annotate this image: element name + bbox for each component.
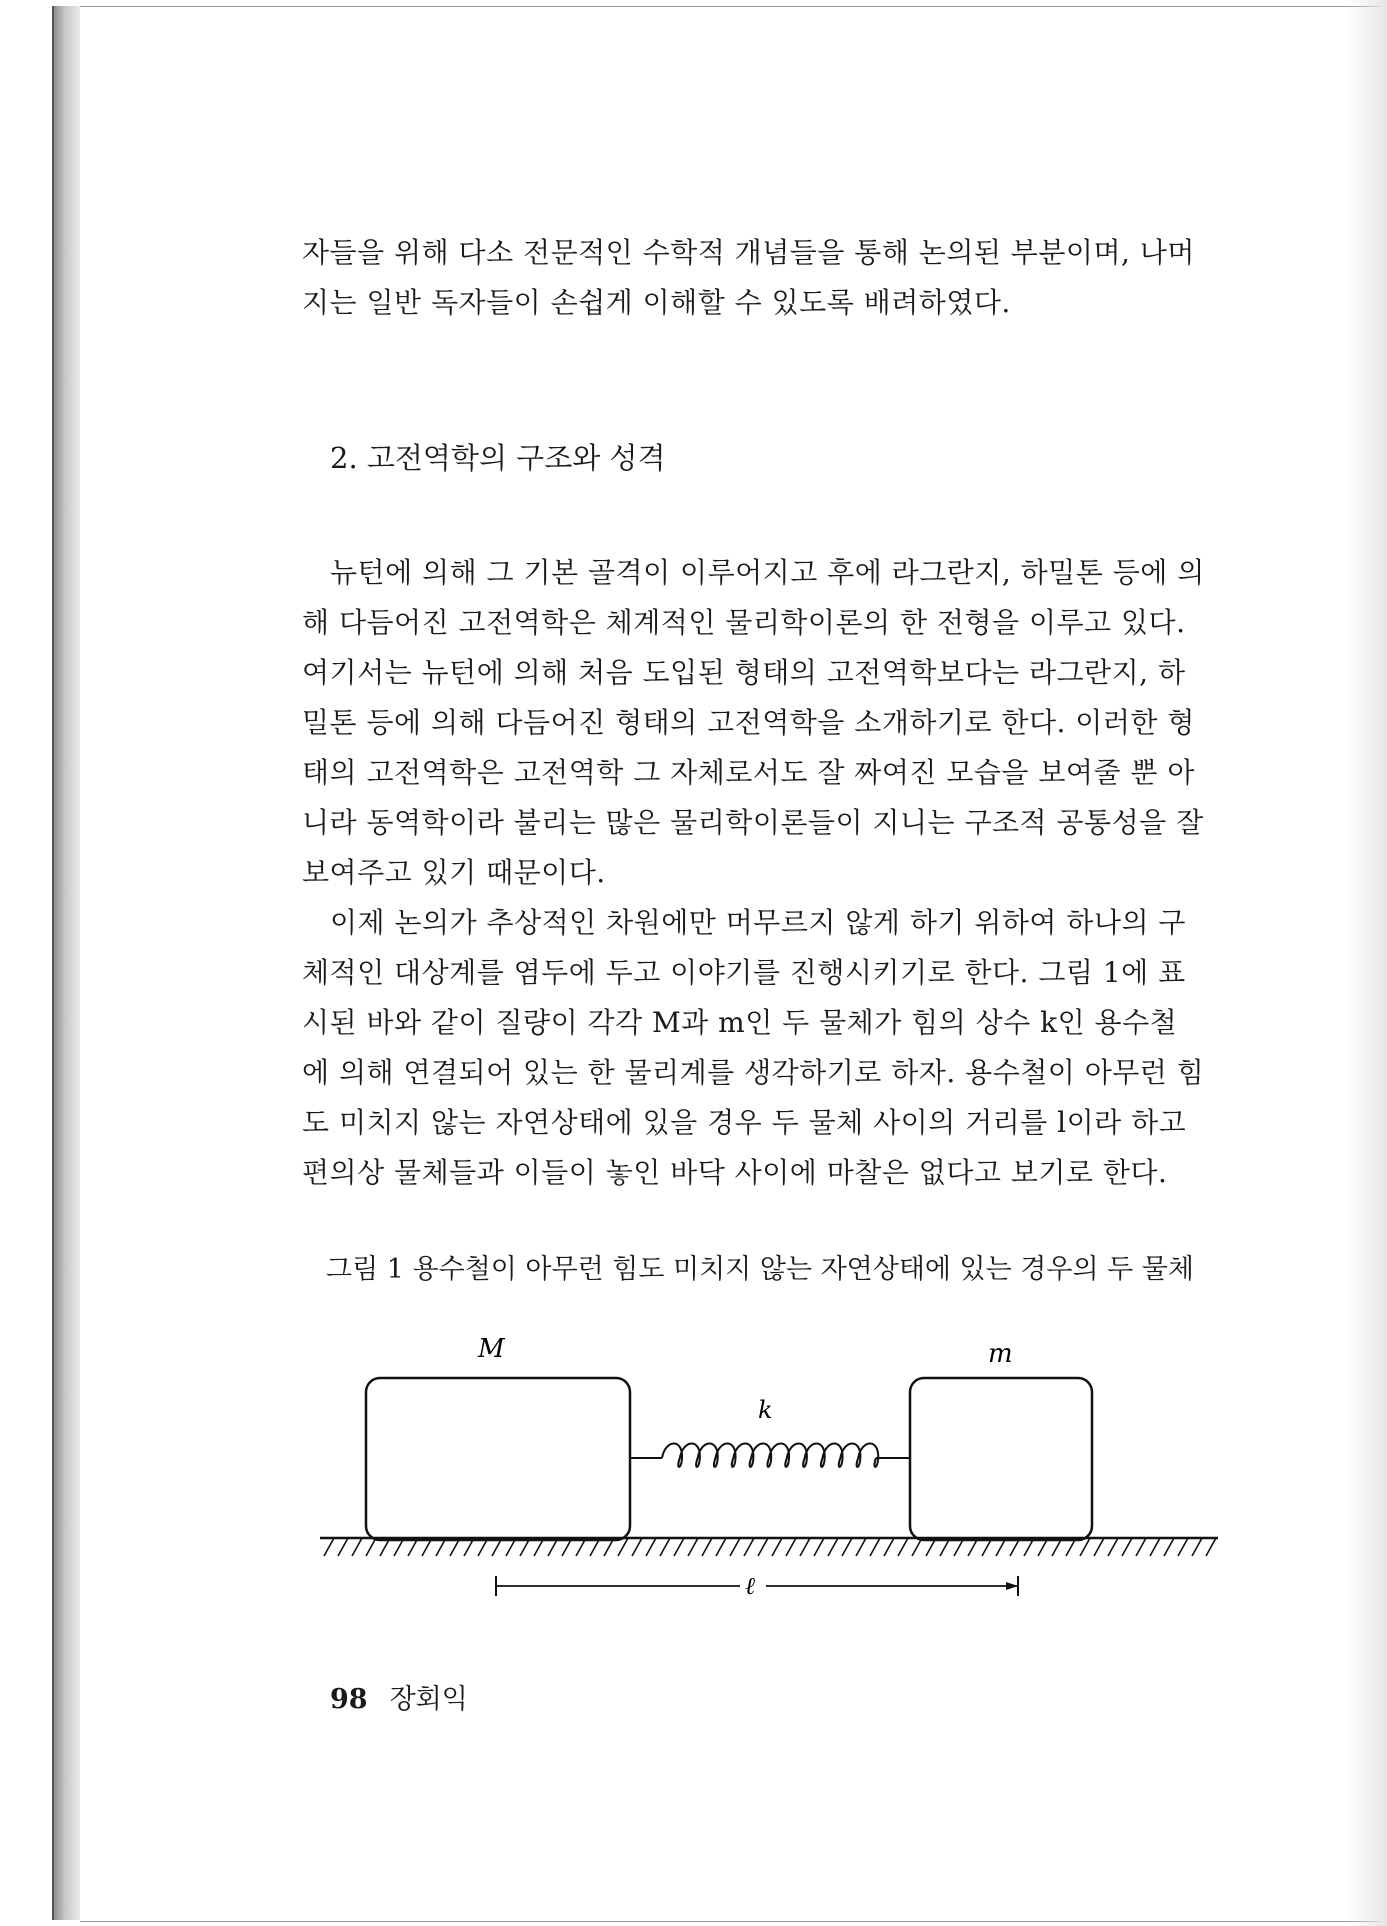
hatch-mark xyxy=(758,1538,768,1556)
author-name: 장회익 xyxy=(389,1684,468,1715)
distance-label: ℓ xyxy=(745,1572,755,1600)
hatch-mark xyxy=(786,1538,796,1556)
page-edge-shadow xyxy=(1347,0,1387,1926)
hatch-mark xyxy=(324,1538,334,1556)
hatch-mark xyxy=(632,1538,642,1556)
distance-arrowhead xyxy=(1006,1582,1018,1590)
hatch-mark xyxy=(744,1538,754,1556)
paragraph-1 xyxy=(302,548,1232,898)
paragraph-line: 밀톤 등에 의해 다듬어진 형태의 고전역학을 소개하기로 한다. 이러한 형 xyxy=(302,706,1195,739)
hatch-mark xyxy=(366,1538,376,1556)
paragraph-line: 도 미치지 않는 자연상태에 있을 경우 두 물체 사이의 거리를 l이라 하고 xyxy=(302,1106,1187,1139)
hatch-mark xyxy=(772,1538,782,1556)
intro-line: 지는 일반 독자들이 손쉽게 이해할 수 있도록 배려하였다. xyxy=(302,286,1011,319)
paragraph-line: 시된 바와 같이 질량이 각각 M과 m인 두 물체가 힘의 상수 k인 용수철 xyxy=(302,1006,1178,1039)
hatch-mark xyxy=(912,1538,922,1556)
paragraph-line: 이제 논의가 추상적인 차원에만 머무르지 않게 하기 위하여 하나의 구 xyxy=(330,906,1186,939)
hatch-mark xyxy=(716,1538,726,1556)
hatch-mark xyxy=(702,1538,712,1556)
paragraph-line: 태의 고전역학은 고전역학 그 자체로서도 잘 짜여진 모습을 보여줄 뿐 아 xyxy=(302,756,1195,789)
page-footer xyxy=(330,1680,468,1720)
figure-caption: 그림 1 용수철이 아무런 힘도 미치지 않는 자연상태에 있는 경우의 두 물체 xyxy=(326,1254,1194,1285)
hatch-mark xyxy=(1178,1538,1188,1556)
hatch-mark xyxy=(660,1538,670,1556)
paragraph-line: 여기서는 뉴턴에 의해 처음 도입된 형태의 고전역학보다는 라그란지, 하 xyxy=(302,656,1186,689)
hatch-mark xyxy=(352,1538,362,1556)
big-mass-block xyxy=(366,1378,630,1540)
paragraph-line: 보여주고 있기 때문이다. xyxy=(302,856,606,889)
intro-line: 자들을 위해 다소 전문적인 수학적 개념들을 통해 논의된 부분이며, 나머 xyxy=(302,236,1195,269)
hatch-mark xyxy=(800,1538,810,1556)
spring-mass-diagram xyxy=(300,1320,1240,1620)
paragraph-line: 해 다듬어진 고전역학은 체계적인 물리학이론의 한 전형을 이루고 있다. xyxy=(302,606,1186,639)
hatch-mark xyxy=(1122,1538,1132,1556)
intro-paragraph xyxy=(302,228,1232,328)
hatch-mark xyxy=(674,1538,684,1556)
small-mass-label: m xyxy=(988,1339,1013,1369)
hatch-mark xyxy=(884,1538,894,1556)
spring-constant-label: k xyxy=(758,1396,773,1424)
spring-mass-figure xyxy=(300,1320,1240,1624)
hatch-mark xyxy=(870,1538,880,1556)
hatch-mark xyxy=(1164,1538,1174,1556)
paragraph-line: 뉴턴에 의해 그 기본 골격이 이루어지고 후에 라그란지, 하밀톤 등에 의 xyxy=(330,556,1205,589)
hatch-mark xyxy=(828,1538,838,1556)
spring-coil xyxy=(662,1443,878,1466)
section-heading: 2. 고전역학의 구조와 성격 xyxy=(330,441,666,475)
book-spine xyxy=(52,6,82,1920)
page-number: 98 xyxy=(330,1684,368,1715)
hatch-mark xyxy=(688,1538,698,1556)
hatch-mark xyxy=(646,1538,656,1556)
hatch-mark xyxy=(1108,1538,1118,1556)
paragraph-line: 체적인 대상계를 염두에 두고 이야기를 진행시키기로 한다. 그림 1에 표 xyxy=(302,956,1186,989)
hatch-mark xyxy=(898,1538,908,1556)
hatch-mark xyxy=(338,1538,348,1556)
hatch-mark xyxy=(1206,1538,1216,1556)
hatch-mark xyxy=(730,1538,740,1556)
hatch-mark xyxy=(1192,1538,1202,1556)
paragraph-line: 니라 동역학이라 불리는 많은 물리학이론들이 지니는 구조적 공통성을 잘 xyxy=(302,806,1204,839)
big-mass-label: M xyxy=(478,1334,505,1364)
small-mass-block xyxy=(910,1378,1092,1540)
paragraph-line: 편의상 물체들과 이들이 놓인 바닥 사이에 마찰은 없다고 보기로 한다. xyxy=(302,1156,1168,1189)
hatch-mark xyxy=(1136,1538,1146,1556)
paragraph-2 xyxy=(302,898,1232,1198)
hatch-mark xyxy=(1094,1538,1104,1556)
hatch-mark xyxy=(1150,1538,1160,1556)
paragraph-line: 에 의해 연결되어 있는 한 물리계를 생각하기로 하자. 용수철이 아무런 힘 xyxy=(302,1056,1205,1089)
hatch-mark xyxy=(856,1538,866,1556)
hatch-mark xyxy=(842,1538,852,1556)
hatch-mark xyxy=(814,1538,824,1556)
